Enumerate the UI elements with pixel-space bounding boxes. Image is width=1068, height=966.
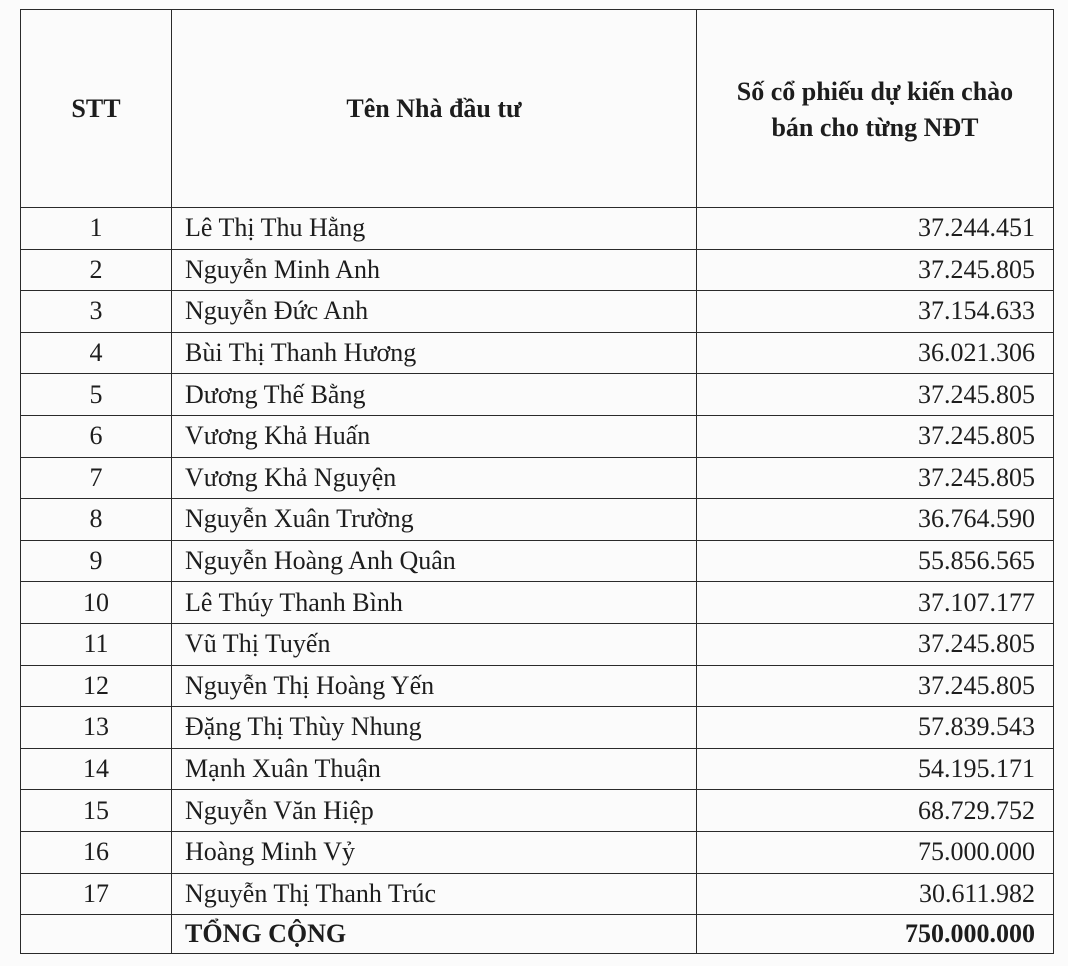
- header-investor-name: Tên Nhà đầu tư: [172, 10, 697, 208]
- row-stt: 2: [21, 249, 172, 291]
- row-investor-name: Mạnh Xuân Thuận: [172, 748, 697, 790]
- table-row: [21, 623, 1054, 665]
- row-stt: 7: [21, 457, 172, 499]
- row-stt: 15: [21, 790, 172, 832]
- row-investor-name: Nguyễn Thị Hoàng Yến: [172, 665, 697, 707]
- table-row: [21, 291, 1054, 333]
- table-row: [21, 790, 1054, 832]
- row-investor-name: Đặng Thị Thùy Nhung: [172, 707, 697, 749]
- row-investor-name: Dương Thế Bằng: [172, 374, 697, 416]
- total-stt-cell: [21, 915, 172, 954]
- row-shares: 57.839.543: [697, 707, 1054, 749]
- table-row: [21, 582, 1054, 624]
- row-investor-name: Vũ Thị Tuyến: [172, 623, 697, 665]
- row-shares: 55.856.565: [697, 540, 1054, 582]
- table-row: [21, 249, 1054, 291]
- row-investor-name: Nguyễn Minh Anh: [172, 249, 697, 291]
- row-shares: 75.000.000: [697, 831, 1054, 873]
- table-row: [21, 499, 1054, 541]
- row-stt: 8: [21, 499, 172, 541]
- row-investor-name: Hoàng Minh Vỷ: [172, 831, 697, 873]
- table-row: [21, 332, 1054, 374]
- investor-shares-table: [20, 9, 1054, 954]
- header-shares-line1: Số cổ phiếu dự kiến chào: [736, 76, 1014, 106]
- row-investor-name: Nguyễn Đức Anh: [172, 291, 697, 333]
- row-shares: 68.729.752: [697, 790, 1054, 832]
- table-body: [21, 208, 1054, 954]
- row-investor-name: Lê Thị Thu Hằng: [172, 208, 697, 250]
- row-stt: 16: [21, 831, 172, 873]
- row-shares: 37.245.805: [697, 457, 1054, 499]
- table-row: [21, 665, 1054, 707]
- row-stt: 1: [21, 208, 172, 250]
- row-stt: 13: [21, 707, 172, 749]
- row-stt: 3: [21, 291, 172, 333]
- header-shares-line2: bán cho từng NĐT: [771, 112, 979, 142]
- row-shares: 37.107.177: [697, 582, 1054, 624]
- row-stt: 6: [21, 415, 172, 457]
- row-investor-name: Vương Khả Nguyện: [172, 457, 697, 499]
- row-shares: 36.021.306: [697, 332, 1054, 374]
- row-stt: 12: [21, 665, 172, 707]
- row-shares: 37.245.805: [697, 623, 1054, 665]
- row-investor-name: Bùi Thị Thanh Hương: [172, 332, 697, 374]
- table-row: [21, 374, 1054, 416]
- row-investor-name: Vương Khả Huấn: [172, 415, 697, 457]
- row-stt: 17: [21, 873, 172, 915]
- table-row: [21, 748, 1054, 790]
- table-header: [21, 10, 1054, 208]
- table-row: [21, 707, 1054, 749]
- row-stt: 11: [21, 623, 172, 665]
- row-shares: 30.611.982: [697, 873, 1054, 915]
- table-row: [21, 457, 1054, 499]
- header-stt: STT: [21, 10, 172, 208]
- table-row: [21, 208, 1054, 250]
- row-investor-name: Nguyễn Thị Thanh Trúc: [172, 873, 697, 915]
- table-row: [21, 540, 1054, 582]
- row-shares: 37.245.805: [697, 249, 1054, 291]
- row-stt: 5: [21, 374, 172, 416]
- row-shares: 36.764.590: [697, 499, 1054, 541]
- row-shares: 37.245.805: [697, 415, 1054, 457]
- header-shares: [697, 10, 1054, 208]
- total-shares: 750.000.000: [697, 915, 1054, 954]
- row-shares: 37.245.805: [697, 374, 1054, 416]
- header-row: [21, 10, 1054, 208]
- row-investor-name: Nguyễn Văn Hiệp: [172, 790, 697, 832]
- row-investor-name: Lê Thúy Thanh Bình: [172, 582, 697, 624]
- row-shares: 37.154.633: [697, 291, 1054, 333]
- row-stt: 4: [21, 332, 172, 374]
- total-label: TỔNG CỘNG: [172, 915, 697, 954]
- row-investor-name: Nguyễn Xuân Trường: [172, 499, 697, 541]
- row-stt: 10: [21, 582, 172, 624]
- row-shares: 54.195.171: [697, 748, 1054, 790]
- row-investor-name: Nguyễn Hoàng Anh Quân: [172, 540, 697, 582]
- total-row: [21, 915, 1054, 954]
- row-stt: 14: [21, 748, 172, 790]
- row-shares: 37.245.805: [697, 665, 1054, 707]
- row-shares: 37.244.451: [697, 208, 1054, 250]
- row-stt: 9: [21, 540, 172, 582]
- table-row: [21, 873, 1054, 915]
- table-row: [21, 831, 1054, 873]
- table-row: [21, 415, 1054, 457]
